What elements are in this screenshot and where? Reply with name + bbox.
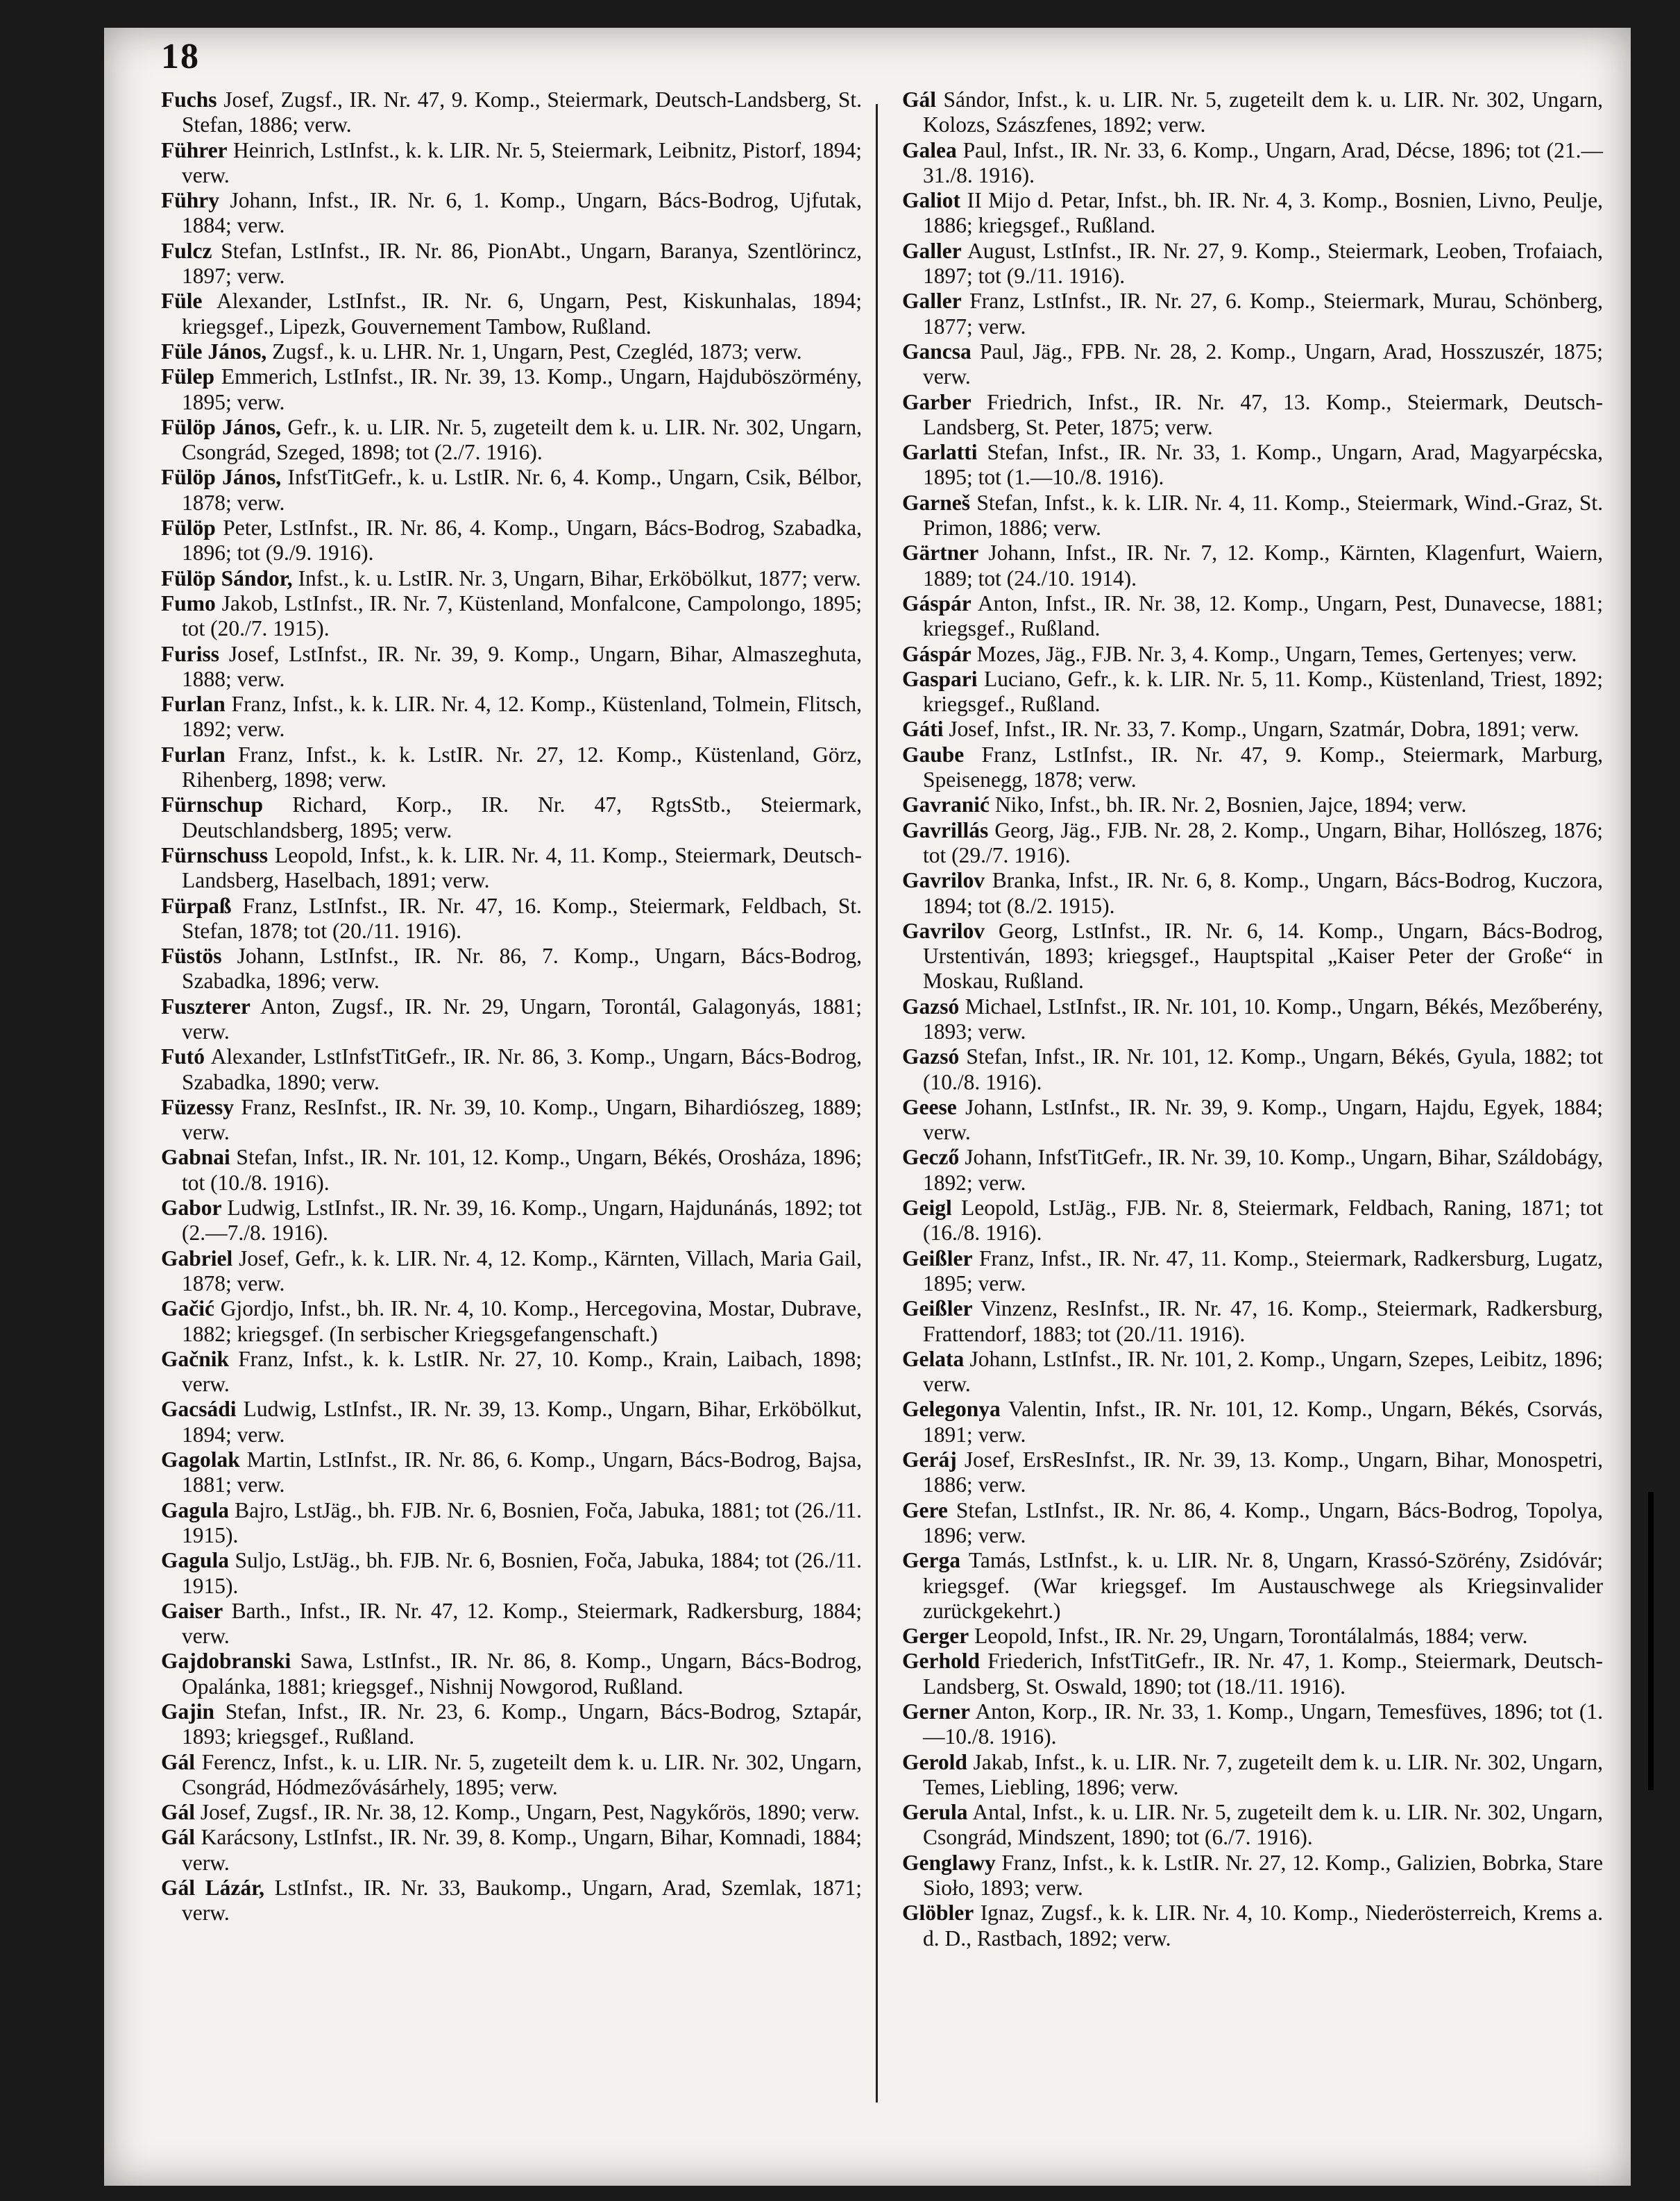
entry-surname: Gabor xyxy=(161,1196,222,1221)
entry-details: Sándor, Infst., k. u. LIR. Nr. 5, zugeteilt dem k. u. LIR. Nr. 302, Ungarn, Kolozs, Szászfenes, 1892; verw. xyxy=(923,87,1603,137)
list-item xyxy=(902,994,1603,1045)
list-item xyxy=(902,1624,1603,1649)
list-item xyxy=(161,239,862,289)
list-item xyxy=(161,1548,862,1599)
entry-details: Stefan, Infst., IR. Nr. 33, 1. Komp., Ungarn, Arad, Magyarpécska, 1895; tot (1.—10./8. 1916). xyxy=(923,440,1603,490)
entry-details: Johann, LstInfst., IR. Nr. 101, 2. Komp., Ungarn, Szepes, Leibitz, 1896; verw. xyxy=(923,1346,1603,1397)
entry-details: Gjordjo, Infst., bh. IR. Nr. 4, 10. Komp., Hercegovina, Mostar, Dubrave, 1882; kriegsgef. (In serbischer Kriegsgefangenschaft.) xyxy=(182,1296,862,1346)
entry-details: Franz, Infst., IR. Nr. 47, 11. Komp., Steiermark, Radkersburg, Lugatz, 1895; verw. xyxy=(923,1246,1603,1295)
list-item xyxy=(161,742,862,793)
entry-surname: Gazsó xyxy=(902,1044,960,1069)
list-item xyxy=(161,1498,862,1549)
entry-surname: Gecző xyxy=(902,1145,960,1170)
entry-details: Valentin, Infst., IR. Nr. 101, 12. Komp., Ungarn, Békés, Csorvás, 1891; verw. xyxy=(923,1397,1603,1447)
list-item xyxy=(161,1649,862,1699)
list-item xyxy=(902,1145,1603,1196)
entry-details: Franz, Infst., k. k. LstIR. Nr. 27, 10. Komp., Krain, Laibach, 1898; verw. xyxy=(182,1346,862,1397)
entry-surname: Gerger xyxy=(902,1624,969,1649)
entry-surname: Gál xyxy=(161,1749,196,1774)
list-item xyxy=(161,591,862,642)
list-item xyxy=(902,1548,1603,1624)
list-item xyxy=(161,1800,862,1825)
list-item xyxy=(902,239,1603,289)
list-item xyxy=(902,1800,1603,1851)
entry-surname: Furlan xyxy=(161,692,226,717)
entry-details: Richard, Korp., IR. Nr. 47, RgtsStb., Steiermark, Deutschlandsberg, 1895; verw. xyxy=(182,792,862,842)
list-item xyxy=(161,1397,862,1447)
list-item xyxy=(161,364,862,415)
entry-details: Antal, Infst., k. u. LIR. Nr. 5, zugeteilt dem k. u. LIR. Nr. 302, Ungarn, Csongrád, Mindszent, 1890; tot (6./7. 1916). xyxy=(923,1800,1603,1850)
entry-details: Ludwig, LstInfst., IR. Nr. 39, 13. Komp., Ungarn, Bihar, Erköbölkut, 1894; verw. xyxy=(182,1397,862,1447)
list-item xyxy=(161,415,862,466)
column-divider xyxy=(876,104,878,2102)
list-item xyxy=(902,1246,1603,1297)
entry-surname: Gáspár xyxy=(902,590,971,615)
entry-details: Johann, LstInfst., IR. Nr. 39, 9. Komp., Ungarn, Hajdu, Egyek, 1884; verw. xyxy=(923,1094,1603,1145)
entry-surname: Fumo xyxy=(161,590,216,615)
page-number: 18 xyxy=(161,37,200,76)
entry-surname: Gáspár xyxy=(902,641,971,666)
entry-details: Stefan, LstInfst., IR. Nr. 86, PionAbt., Ungarn, Baranya, Szentlörincz, 1897; verw. xyxy=(182,238,862,289)
entry-details: Martin, LstInfst., IR. Nr. 86, 6. Komp., Ungarn, Bács-Bodrog, Bajsa, 1881; verw. xyxy=(182,1447,862,1497)
list-item xyxy=(902,1296,1603,1347)
entry-details: Josef, Gefr., k. k. LIR. Nr. 4, 12. Komp., Kärnten, Villach, Maria Gail, 1878; verw. xyxy=(182,1246,862,1295)
entry-details: Josef, Zugsf., IR. Nr. 47, 9. Komp., Steiermark, Deutsch-Landsberg, St. Stefan, 1886; verw. xyxy=(182,87,862,137)
entry-details: Michael, LstInfst., IR. Nr. 101, 10. Komp., Ungarn, Békés, Mezőberény, 1893; verw. xyxy=(923,994,1603,1044)
entry-details: Bajro, LstJäg., bh. FJB. Nr. 6, Bosnien, Foča, Jabuka, 1881; tot (26./11. 1915). xyxy=(182,1497,862,1547)
entry-surname: Gere xyxy=(902,1497,948,1522)
entry-details: II Mijo d. Petar, Infst., bh. IR. Nr. 4, 3. Komp., Bosnien, Livno, Peulje, 1886; kriegsgef., Rußland. xyxy=(923,188,1603,238)
entry-details: Emmerich, LstInfst., IR. Nr. 39, 13. Komp., Ungarn, Hajduböszörmény, 1895; verw. xyxy=(182,364,862,414)
entry-surname: Fürnschuss xyxy=(161,842,269,867)
entry-details: Peter, LstInfst., IR. Nr. 86, 4. Komp., Ungarn, Bács-Bodrog, Szabadka, 1896; tot (9./9. 1916). xyxy=(182,516,862,566)
entry-details: Jakab, Infst., k. u. LIR. Nr. 7, zugeteilt dem k. u. LIR. Nr. 302, Ungarn, Temes, Liebling, 1896; verw. xyxy=(923,1749,1603,1799)
list-item xyxy=(161,642,862,692)
list-item xyxy=(161,1044,862,1095)
entry-surname: Fulcz xyxy=(161,238,212,263)
entry-surname: Fülöp János, xyxy=(161,465,282,490)
entry-details: Friedrich, Infst., IR. Nr. 47, 13. Komp., Steiermark, Deutsch-Landsberg, St. Peter, 1875; verw. xyxy=(923,389,1603,439)
entry-surname: Galler xyxy=(902,289,962,314)
list-item xyxy=(161,1699,862,1750)
entry-details: Stefan, LstInfst., IR. Nr. 86, 4. Komp., Ungarn, Bács-Bodrog, Topolya, 1896; verw. xyxy=(923,1497,1603,1547)
entry-details: Sawa, LstInfst., IR. Nr. 86, 8. Komp., Ungarn, Bács-Bodrog, Opalánka, 1881; kriegsgef., Nishnij Nowgorod, Rußland. xyxy=(182,1649,862,1699)
list-item xyxy=(161,1876,862,1926)
entry-surname: Fülöp xyxy=(161,516,216,541)
entry-surname: Füle xyxy=(161,289,203,314)
list-item xyxy=(161,1246,862,1297)
list-item xyxy=(902,919,1603,994)
entry-details: Ludwig, LstInfst., IR. Nr. 39, 16. Komp., Ungarn, Hajdunánás, 1892; tot (2.—7./8. 1916). xyxy=(182,1196,862,1246)
list-item xyxy=(161,1347,862,1397)
entry-details: Stefan, Infst., IR. Nr. 101, 12. Komp., Ungarn, Békés, Orosháza, 1896; tot (10./8. 1916). xyxy=(182,1145,862,1195)
entry-surname: Gazsó xyxy=(902,994,960,1019)
entry-details: Stefan, Infst., IR. Nr. 23, 6. Komp., Ungarn, Bács-Bodrog, Sztapár, 1893; kriegsgef., Rußland. xyxy=(182,1699,862,1749)
list-item xyxy=(902,1699,1603,1750)
list-item xyxy=(161,1825,862,1876)
list-item xyxy=(902,742,1603,793)
entry-surname: Gaspari xyxy=(902,666,978,691)
list-item xyxy=(902,1196,1603,1246)
entry-details: Vinzenz, ResInfst., IR. Nr. 47, 16. Komp., Steiermark, Radkersburg, Frattendorf, 1883; tot (20./11. 1916). xyxy=(923,1296,1603,1346)
entry-surname: Geißler xyxy=(902,1246,973,1271)
entry-details: Paul, Jäg., FPB. Nr. 28, 2. Komp., Ungarn, Arad, Hosszuszér, 1875; verw. xyxy=(923,339,1603,389)
entry-details: Niko, Infst., bh. IR. Nr. 2, Bosnien, Jajce, 1894; verw. xyxy=(990,792,1467,817)
list-item xyxy=(902,289,1603,339)
entry-surname: Gavrilov xyxy=(902,918,985,943)
list-item xyxy=(902,1447,1603,1498)
entry-surname: Gajin xyxy=(161,1699,215,1724)
entry-details: August, LstInfst., IR. Nr. 27, 9. Komp., Steiermark, Leoben, Trofaiach, 1897; tot (9./11. 1916). xyxy=(923,238,1603,289)
list-item xyxy=(161,1196,862,1246)
list-item xyxy=(161,1296,862,1347)
entry-surname: Gál xyxy=(902,87,937,112)
entry-surname: Gerula xyxy=(902,1800,968,1825)
list-item xyxy=(161,188,862,239)
list-item xyxy=(161,792,862,843)
list-item xyxy=(161,944,862,994)
entry-details: Josef, LstInfst., IR. Nr. 39, 9. Komp., Ungarn, Bihar, Almaszeghuta, 1888; verw. xyxy=(182,641,862,691)
entry-details: Alexander, LstInfst., IR. Nr. 6, Ungarn, Pest, Kiskunhalas, 1894; kriegsgef., Lipezk, Gouvernement Tambow, Rußland. xyxy=(182,289,862,339)
list-item xyxy=(902,642,1603,667)
entry-details: Ignaz, Zugsf., k. k. LIR. Nr. 4, 10. Komp., Niederösterreich, Krems a. d. D., Rastbach, 1892; verw. xyxy=(923,1901,1603,1951)
entry-surname: Galea xyxy=(902,137,957,162)
entry-surname: Furiss xyxy=(161,641,220,666)
list-item xyxy=(161,894,862,944)
entry-details: Josef, Infst., IR. Nr. 33, 7. Komp., Ungarn, Szatmár, Dobra, 1891; verw. xyxy=(943,717,1579,742)
entry-details: Franz, Infst., k. k. LIR. Nr. 4, 12. Komp., Küstenland, Tolmein, Flitsch, 1892; verw. xyxy=(182,692,862,742)
entry-surname: Galler xyxy=(902,238,962,263)
list-item xyxy=(902,792,1603,817)
entry-surname: Gerold xyxy=(902,1749,967,1774)
entry-surname: Galiot xyxy=(902,188,960,213)
entry-surname: Furlan xyxy=(161,742,226,767)
entry-surname: Gacsádi xyxy=(161,1397,237,1422)
list-item xyxy=(161,289,862,339)
entry-details: Zugsf., k. u. LHR. Nr. 1, Ungarn, Pest, Czegléd, 1873; verw. xyxy=(266,339,802,364)
list-item xyxy=(902,138,1603,189)
entry-surname: Gajdobranski xyxy=(161,1649,291,1674)
entry-details: Alexander, LstInfstTitGefr., IR. Nr. 86, 3. Komp., Ungarn, Bács-Bodrog, Szabadka, 1890; verw. xyxy=(182,1044,862,1094)
entry-details: Mozes, Jäg., FJB. Nr. 3, 4. Komp., Ungarn, Temes, Gertenyes; verw. xyxy=(971,641,1577,666)
entry-details: Paul, Infst., IR. Nr. 33, 6. Komp., Ungarn, Arad, Décse, 1896; tot (21.—31./8. 1916). xyxy=(923,137,1603,187)
entry-details: Ferencz, Infst., k. u. LIR. Nr. 5, zugeteilt dem k. u. LIR. Nr. 302, Ungarn, Csongrád, Hódmezővásárhely, 1895; verw. xyxy=(182,1749,862,1799)
list-item xyxy=(902,1397,1603,1447)
list-item xyxy=(902,818,1603,869)
entry-surname: Fülöp János, xyxy=(161,414,282,439)
entry-details: Jakob, LstInfst., IR. Nr. 7, Küstenland, Monfalcone, Campolongo, 1895; tot (20./7. 1915). xyxy=(182,590,862,641)
entry-details: Josef, ErsResInfst., IR. Nr. 39, 13. Komp., Ungarn, Bihar, Monospetri, 1886; verw. xyxy=(923,1447,1603,1497)
entry-details: Heinrich, LstInfst., k. k. LIR. Nr. 5, Steiermark, Leibnitz, Pistorf, 1894; verw. xyxy=(182,137,862,187)
entry-surname: Glöbler xyxy=(902,1901,974,1926)
list-item xyxy=(902,440,1603,491)
entry-details: Anton, Infst., IR. Nr. 38, 12. Komp., Ungarn, Pest, Dunavecse, 1881; kriegsgef., Rußland. xyxy=(923,590,1603,641)
entry-details: Suljo, LstJäg., bh. FJB. Nr. 6, Bosnien, Foča, Jabuka, 1884; tot (26./11. 1915). xyxy=(182,1548,862,1598)
entry-details: Karácsony, LstInfst., IR. Nr. 39, 8. Komp., Ungarn, Bihar, Komnadi, 1884; verw. xyxy=(182,1825,862,1875)
entry-details: Franz, LstInfst., IR. Nr. 27, 6. Komp., Steiermark, Murau, Schönberg, 1877; verw. xyxy=(923,289,1603,339)
list-item xyxy=(902,1649,1603,1699)
list-item xyxy=(161,516,862,566)
entry-surname: Fürpaß xyxy=(161,893,232,918)
list-item xyxy=(902,1498,1603,1549)
entry-surname: Fuchs xyxy=(161,87,217,112)
entry-details: Leopold, LstJäg., FJB. Nr. 8, Steiermark, Feldbach, Raning, 1871; tot (16./8. 1916). xyxy=(923,1196,1603,1246)
entry-surname: Gagolak xyxy=(161,1447,240,1472)
list-item xyxy=(161,1750,862,1801)
entry-details: Georg, LstInfst., IR. Nr. 6, 14. Komp., Ungarn, Bács-Bodrog, Urstentiván, 1893; kriegsgef., Hauptspital „Kaiser Peter der Große“ in Moskau, Rußland. xyxy=(923,918,1603,994)
entry-surname: Fürnschup xyxy=(161,792,264,817)
entry-details: Tamás, LstInfst., k. u. LIR. Nr. 8, Ungarn, Krassó-Szörény, Zsidóvár; kriegsgef. (War kriegsgef. Im Austauschwege als Kriegsinvalider zurückgekehrt.) xyxy=(923,1548,1603,1623)
entry-surname: Gerhold xyxy=(902,1649,981,1674)
edge-bracket-mark xyxy=(1648,1492,1654,1790)
entry-surname: Geigl xyxy=(902,1196,952,1221)
list-item xyxy=(902,541,1603,591)
list-item xyxy=(161,339,862,364)
entry-surname: Gaiser xyxy=(161,1598,223,1623)
entry-surname: Gačnik xyxy=(161,1346,230,1371)
entry-surname: Gavranić xyxy=(902,792,990,817)
list-item xyxy=(161,1145,862,1196)
list-item xyxy=(902,1750,1603,1801)
entry-details: Franz, LstInfst., IR. Nr. 47, 16. Komp., Steiermark, Feldbach, St. Stefan, 1878; tot (20./11. 1916). xyxy=(182,893,862,943)
list-item xyxy=(161,1095,862,1146)
list-item xyxy=(902,667,1603,717)
entry-surname: Gál Lázár, xyxy=(161,1876,265,1901)
entry-surname: Gagula xyxy=(161,1548,230,1573)
right-column xyxy=(902,87,1603,1951)
list-item xyxy=(902,87,1603,138)
entry-surname: Gerner xyxy=(902,1699,970,1724)
list-item xyxy=(161,843,862,894)
entry-details: Franz, LstInfst., IR. Nr. 47, 9. Komp., Steiermark, Marburg, Speisenegg, 1878; verw. xyxy=(923,742,1603,792)
entry-details: Infst., k. u. LstIR. Nr. 3, Ungarn, Bihar, Erköbölkut, 1877; verw. xyxy=(292,566,861,590)
entry-surname: Fuszterer xyxy=(161,994,251,1019)
list-item xyxy=(902,868,1603,919)
entry-details: Anton, Zugsf., IR. Nr. 29, Ungarn, Torontál, Galagonyás, 1881; verw. xyxy=(182,994,862,1044)
entry-surname: Garber xyxy=(902,389,971,414)
entry-surname: Gelata xyxy=(902,1346,965,1371)
list-item xyxy=(902,1851,1603,1901)
entry-surname: Garlatti xyxy=(902,440,978,465)
list-item xyxy=(902,339,1603,390)
list-item xyxy=(161,138,862,189)
entry-details: Barth., Infst., IR. Nr. 47, 12. Komp., Steiermark, Radkersburg, 1884; verw. xyxy=(182,1598,862,1649)
entry-details: Stefan, Infst., k. k. LIR. Nr. 4, 11. Komp., Steiermark, Wind.-Graz, St. Primon, 1886; verw. xyxy=(923,490,1603,541)
entry-surname: Gagula xyxy=(161,1497,230,1522)
list-item xyxy=(902,188,1603,239)
list-item xyxy=(902,1901,1603,1951)
entry-details: Johann, InfstTitGefr., IR. Nr. 39, 10. Komp., Ungarn, Bihar, Száldobágy, 1892; verw. xyxy=(923,1145,1603,1195)
entry-surname: Geráj xyxy=(902,1447,957,1472)
list-item xyxy=(161,87,862,138)
list-item xyxy=(902,491,1603,541)
entry-details: Johann, Infst., IR. Nr. 6, 1. Komp., Ungarn, Bács-Bodrog, Ujfutak, 1884; verw. xyxy=(182,188,862,238)
entry-surname: Fülöp Sándor, xyxy=(161,566,293,590)
entry-surname: Gál xyxy=(161,1825,196,1850)
entry-surname: Gavrillás xyxy=(902,817,989,842)
entry-details: Johann, Infst., IR. Nr. 7, 12. Komp., Kärnten, Klagenfurt, Waiern, 1889; tot (24./10. 1914). xyxy=(923,541,1603,590)
entry-details: Luciano, Gefr., k. k. LIR. Nr. 5, 11. Komp., Küstenland, Triest, 1892; kriegsgef., Rußland. xyxy=(923,666,1603,717)
entry-surname: Führer xyxy=(161,137,228,162)
entry-surname: Gál xyxy=(161,1800,196,1825)
entry-surname: Genglawy xyxy=(902,1850,996,1875)
entry-details: Branka, Infst., IR. Nr. 6, 8. Komp., Ungarn, Bács-Bodrog, Kuczora, 1894; tot (8./2. 1915). xyxy=(923,868,1603,918)
list-item xyxy=(902,390,1603,441)
entry-surname: Gerga xyxy=(902,1548,960,1573)
entry-details: LstInfst., IR. Nr. 33, Baukomp., Ungarn, Arad, Szemlak, 1871; verw. xyxy=(182,1876,863,1926)
entry-surname: Gáti xyxy=(902,717,944,742)
entry-surname: Gaube xyxy=(902,742,965,767)
entry-details: Franz, ResInfst., IR. Nr. 39, 10. Komp., Ungarn, Bihardiószeg, 1889; verw. xyxy=(182,1094,862,1145)
entry-surname: Gabriel xyxy=(161,1246,233,1271)
entry-surname: Füle János, xyxy=(161,339,267,364)
list-item xyxy=(902,591,1603,642)
entry-surname: Futó xyxy=(161,1044,205,1069)
list-item xyxy=(161,465,862,516)
entry-details: Leopold, Infst., k. k. LIR. Nr. 4, 11. Komp., Steiermark, Deutsch-Landsberg, Haselbach, 1891; verw. xyxy=(182,842,862,893)
entry-surname: Geißler xyxy=(902,1296,973,1321)
entry-surname: Füzessy xyxy=(161,1094,234,1119)
entry-details: Leopold, Infst., IR. Nr. 29, Ungarn, Torontálalmás, 1884; verw. xyxy=(969,1624,1528,1649)
list-item xyxy=(161,1599,862,1649)
list-item xyxy=(161,566,862,591)
entry-surname: Gärtner xyxy=(902,541,979,566)
left-column xyxy=(161,87,862,1926)
list-item xyxy=(902,717,1603,742)
entry-details: Anton, Korp., IR. Nr. 33, 1. Komp., Ungarn, Temesfüves, 1896; tot (1.—10./8. 1916). xyxy=(923,1699,1603,1749)
entry-surname: Gavrilov xyxy=(902,868,985,893)
list-item xyxy=(161,994,862,1045)
entry-surname: Garneš xyxy=(902,490,970,515)
entry-details: Josef, Zugsf., IR. Nr. 38, 12. Komp., Ungarn, Pest, Nagykőrös, 1890; verw. xyxy=(195,1800,860,1825)
entry-surname: Gačić xyxy=(161,1296,214,1321)
entry-surname: Gelegonya xyxy=(902,1397,1001,1422)
entry-details: Franz, Infst., k. k. LstIR. Nr. 27, 12. Komp., Küstenland, Görz, Rihenberg, 1898; verw. xyxy=(182,742,862,792)
entry-surname: Gabnai xyxy=(161,1145,230,1170)
list-item xyxy=(161,692,862,742)
entry-surname: Gancsa xyxy=(902,339,971,364)
entry-surname: Fülep xyxy=(161,364,215,389)
list-item xyxy=(161,1447,862,1498)
entry-details: Johann, LstInfst., IR. Nr. 86, 7. Komp., Ungarn, Bács-Bodrog, Szabadka, 1896; verw. xyxy=(182,944,862,994)
entry-surname: Füstös xyxy=(161,944,222,969)
list-item xyxy=(902,1044,1603,1095)
entry-details: InfstTitGefr., k. u. LstIR. Nr. 6, 4. Komp., Ungarn, Csik, Bélbor, 1878; verw. xyxy=(182,465,862,515)
entry-details: Gefr., k. u. LIR. Nr. 5, zugeteilt dem k. u. LIR. Nr. 302, Ungarn, Csongrád, Szeged, 1898; tot (2./7. 1916). xyxy=(182,414,863,465)
entry-details: Friederich, InfstTitGefr., IR. Nr. 47, 1. Komp., Steiermark, Deutsch-Landsberg, St. Oswald, 1890; tot (18./11. 1916). xyxy=(923,1649,1603,1699)
list-item xyxy=(902,1347,1603,1397)
entry-surname: Geese xyxy=(902,1094,957,1119)
list-item xyxy=(902,1095,1603,1146)
entry-details: Georg, Jäg., FJB. Nr. 28, 2. Komp., Ungarn, Bihar, Hollószeg, 1876; tot (29./7. 1916). xyxy=(923,817,1603,867)
entry-details: Franz, Infst., k. k. LstIR. Nr. 27, 12. Komp., Galizien, Bobrka, Stare Sioło, 1893; verw. xyxy=(923,1850,1603,1901)
entry-details: Stefan, Infst., IR. Nr. 101, 12. Komp., Ungarn, Békés, Gyula, 1882; tot (10./8. 1916). xyxy=(923,1044,1603,1094)
entry-surname: Führy xyxy=(161,188,220,213)
